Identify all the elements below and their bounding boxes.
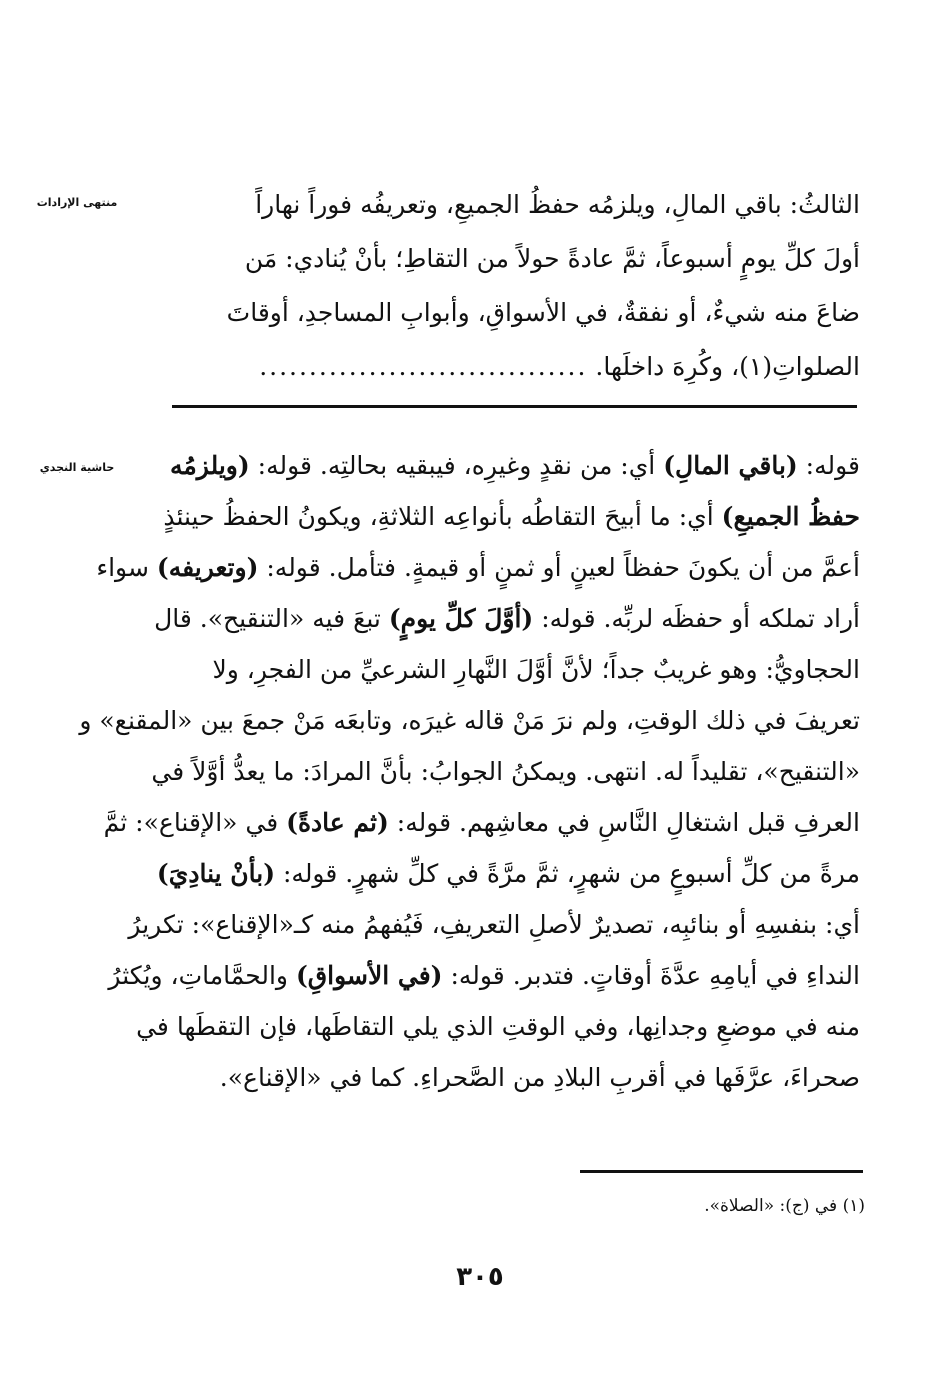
commentary-text-block	[79, 440, 860, 1103]
commentary-line	[103, 797, 860, 848]
page-number: ٣٠٥	[456, 1262, 504, 1292]
commentary-line	[160, 491, 860, 542]
commentary-text: العرفِ قبل اشتغالِ النَّاسِ في معاشِهم. قوله:	[388, 808, 860, 837]
main-line: أولَ كلِّ يومٍ أسبوعاً، ثمَّ عادةً حولاً من التقاطِ؛ بأنْ يُنادي: مَن	[244, 244, 860, 273]
main-line-last	[160, 340, 860, 394]
commentary-line	[160, 644, 860, 695]
commentary-text: أي: بنفسِهِ أو بنائبِه، تصديرٌ لأصلِ التعريفِ، فَيُفهمُ منه كـ«الإقناع»: تكريرُ	[128, 910, 860, 939]
commentary-keyword: (بأنْ ينادِيَ)	[156, 859, 276, 888]
commentary-text: والحمَّاماتِ، ويُكثرُ	[108, 961, 296, 990]
commentary-text: منه في موضعِ وجدانِها، وفي الوقتِ الذي يلي التقاطَها، فإن التقطَها في	[136, 1012, 860, 1041]
commentary-text: أي: ما أبيحَ التقاطُه بأنواعِه الثلاثةِ، ويكونُ الحفظُ حينئذٍ	[163, 502, 722, 531]
commentary-text: مرةً من كلِّ أسبوعٍ من شهرٍ، ثمَّ مرَّةً في كلِّ شهرٍ. قوله:	[275, 859, 860, 888]
commentary-text: قوله:	[797, 451, 860, 480]
commentary-keyword: (ثم عادةً)	[286, 808, 389, 837]
commentary-line	[96, 542, 860, 593]
commentary-line	[108, 950, 860, 1001]
footnote: (١) في (ج): «الصلاة».	[704, 1196, 865, 1216]
commentary-text: تعريفَ في ذلك الوقتِ، ولم نرَ مَنْ قاله غيرَه، وتابعَه مَنْ جمعَ بين «المقنع» و	[79, 706, 860, 735]
commentary-line	[160, 1052, 860, 1103]
commentary-text: تبعَ فيه «التنقيح». قال	[154, 604, 389, 633]
commentary-line	[160, 440, 860, 491]
side-label-commentary: حاشية النجدي	[39, 461, 115, 474]
footnote-divider	[580, 1170, 863, 1173]
commentary-line	[79, 695, 860, 746]
commentary-keyword: (ويلزمُه	[169, 451, 250, 480]
commentary-line	[154, 593, 860, 644]
commentary-text: أعمَّ من أن يكونَ حفظاً لعينٍ أو ثمنٍ أو قيمةٍ. فتأمل. قوله:	[258, 553, 860, 582]
commentary-text: صحراءَ، عرَّفَها في أقربِ البلادِ من الصَّحراءِ. كما في «الإقناع».	[219, 1063, 860, 1092]
main-text-block	[160, 178, 860, 394]
commentary-line	[128, 899, 860, 950]
commentary-text: أي: من نقدٍ وغيرِه، فيبقيه بحالتِه. قوله:	[249, 451, 664, 480]
commentary-line	[156, 848, 860, 899]
commentary-text: في «الإقناع»: ثمَّ	[103, 808, 287, 837]
commentary-keyword: (باقي المالِ)	[663, 451, 798, 480]
main-line: الثالثُ: باقي المالِ، ويلزمُه حفظُ الجميعِ، وتعريفُه فوراً نهاراً	[255, 190, 860, 219]
commentary-keyword: حفظُ الجميعِ)	[721, 502, 860, 531]
commentary-keyword: (في الأسواقِ)	[295, 961, 443, 990]
commentary-line	[136, 1001, 860, 1052]
commentary-text: الحجاويُّ: وهو غريبٌ جداً؛ لأنَّ أوَّلَ النَّهارِ الشرعيِّ من الفجرِ، ولا	[212, 655, 860, 684]
side-label-main: منتهى الإرادات	[36, 196, 118, 209]
commentary-text: «التنقيح»، تقليداً له. انتهى. ويمكنُ الجوابُ: بأنَّ المرادَ: ما يعدُّ أوَّلاً في	[151, 757, 860, 786]
commentary-line	[151, 746, 860, 797]
main-line-text: الصلواتِ(١)، وكُرِهَ داخلَها.	[595, 352, 860, 381]
trailing-dots: .................................	[259, 352, 588, 381]
commentary-text: أراد تملكه أو حفظَه لربِّه. قوله:	[533, 604, 860, 633]
main-line: ضاعَ منه شيءٌ، أو نفقةٌ، في الأسواقِ، وأبوابِ المساجدِ، أوقاتَ	[226, 298, 860, 327]
commentary-keyword: (وتعريفه)	[156, 553, 259, 582]
commentary-text: النداءِ في أيامِهِ عدَّةَ أوقاتٍ. فتدبر. قوله:	[442, 961, 860, 990]
commentary-text: سواء	[96, 553, 157, 582]
section-divider	[172, 405, 857, 408]
commentary-keyword: (أوَّلَ كلِّ يومٍ)	[388, 604, 534, 633]
